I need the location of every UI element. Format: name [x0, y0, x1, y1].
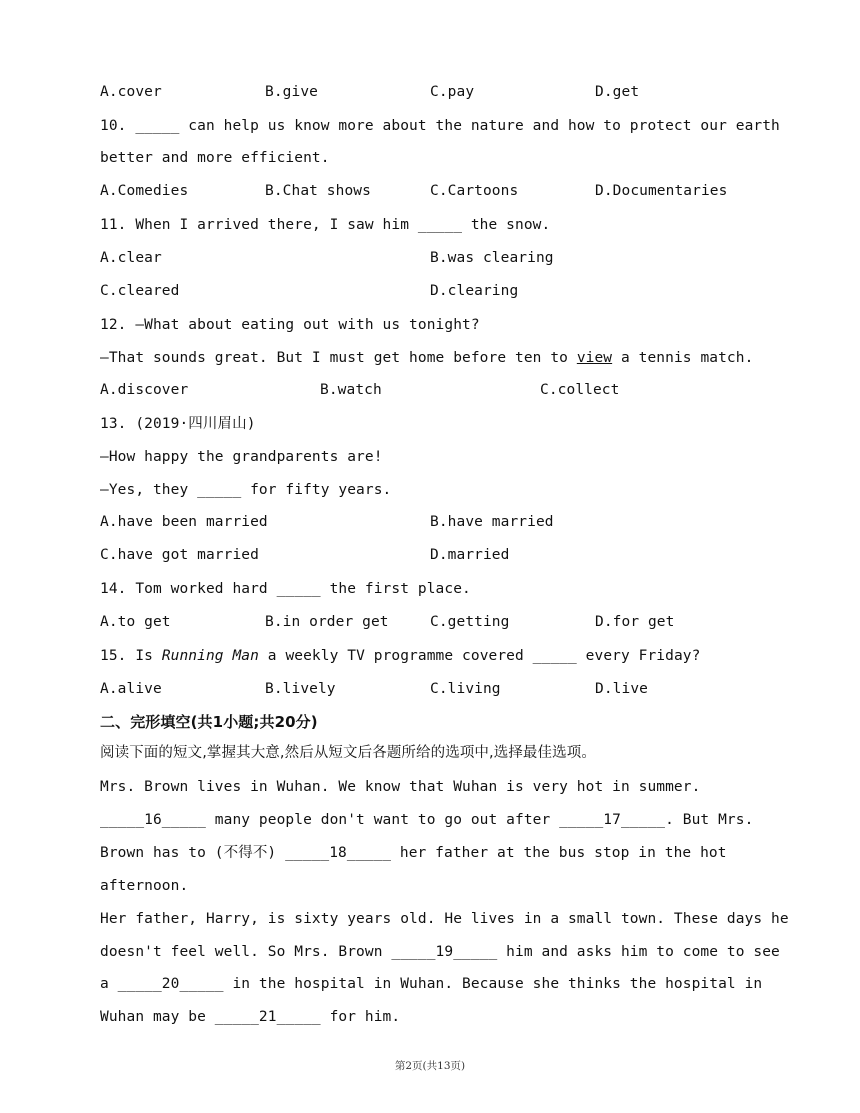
passage-line: _____16_____ many people don't want to go out after _____17_____. But Mrs.: [100, 812, 754, 828]
section-heading: 二、完形填空(共1小题;共20分): [100, 713, 318, 731]
q14-option-c: C.getting: [430, 614, 510, 630]
q11-option-c: C.cleared: [100, 283, 180, 299]
q12-stem-line1: 12. —What about eating out with us tonight?: [100, 317, 480, 333]
q9-option-c: C.pay: [430, 84, 475, 100]
q12-line2-pre: —That sounds great. But I must get home before ten to: [100, 350, 577, 366]
q12-option-a: A.discover: [100, 382, 189, 398]
page-number-footer: 第2页(共13页): [394, 1060, 466, 1072]
q14-option-a: A.to get: [100, 614, 171, 630]
q9-option-d: D.get: [595, 84, 640, 100]
q14-stem: 14. Tom worked hard _____ the first place.: [100, 581, 471, 597]
passage-line: a _____20_____ in the hospital in Wuhan. Because she thinks the hospital in: [100, 976, 763, 992]
q10-option-a: A.Comedies: [100, 183, 189, 199]
q15-option-d: D.live: [595, 681, 648, 697]
q9-option-a: A.cover: [100, 84, 162, 100]
q15-option-a: A.alive: [100, 681, 162, 697]
q12-underlined-word: view: [576, 350, 613, 366]
q11-option-a: A.clear: [100, 250, 162, 266]
q14-option-b: B.in order get: [265, 614, 389, 630]
q13-option-b: B.have married: [430, 514, 554, 530]
q13-source: 13. (2019·四川眉山): [100, 416, 256, 432]
q15-show-title: Running Man: [161, 648, 259, 664]
q9-option-b: B.give: [265, 84, 318, 100]
passage-line: Brown has to (不得不) _____18_____ her father at the bus stop in the hot: [100, 845, 727, 861]
passage-line: Her father, Harry, is sixty years old. He lives in a small town. These days he: [100, 911, 789, 927]
section-instruction: 阅读下面的短文,掌握其大意,然后从短文后各题所给的选项中,选择最佳选项。: [100, 745, 596, 761]
q12-option-b: B.watch: [320, 382, 382, 398]
q12-option-c: C.collect: [540, 382, 620, 398]
q13-stem-line3: —Yes, they _____ for fifty years.: [100, 482, 392, 498]
q11-option-b: B.was clearing: [430, 250, 554, 266]
q12-stem-line2: [100, 348, 760, 368]
q15-stem-pre: 15. Is: [100, 648, 162, 664]
passage-line: Mrs. Brown lives in Wuhan. We know that Wuhan is very hot in summer.: [100, 779, 701, 795]
q13-option-a: A.have been married: [100, 514, 268, 530]
q15-option-b: B.lively: [265, 681, 336, 697]
q15-stem: [100, 646, 760, 666]
passage-line: afternoon.: [100, 878, 189, 894]
q10-option-c: C.Cartoons: [430, 183, 519, 199]
q10-option-b: B.Chat shows: [265, 183, 371, 199]
q15-option-c: C.living: [430, 681, 501, 697]
q10-option-d: D.Documentaries: [595, 183, 728, 199]
q14-option-d: D.for get: [595, 614, 675, 630]
q10-stem-line1: 10. _____ can help us know more about the nature and how to protect our earth: [100, 118, 780, 134]
passage-line: doesn't feel well. So Mrs. Brown _____19_____ him and asks him to come to see: [100, 944, 780, 960]
q11-stem: 11. When I arrived there, I saw him _____ the snow.: [100, 217, 551, 233]
q13-option-d: D.married: [430, 547, 510, 563]
passage-line: Wuhan may be _____21_____ for him.: [100, 1009, 401, 1025]
q10-stem-line2: better and more efficient.: [100, 150, 330, 166]
q15-stem-post: a weekly TV programme covered _____ every Friday?: [258, 648, 701, 664]
q13-option-c: C.have got married: [100, 547, 259, 563]
q13-stem-line2: —How happy the grandparents are!: [100, 449, 383, 465]
q12-line2-post: a tennis match.: [612, 350, 754, 366]
q11-option-d: D.clearing: [430, 283, 519, 299]
